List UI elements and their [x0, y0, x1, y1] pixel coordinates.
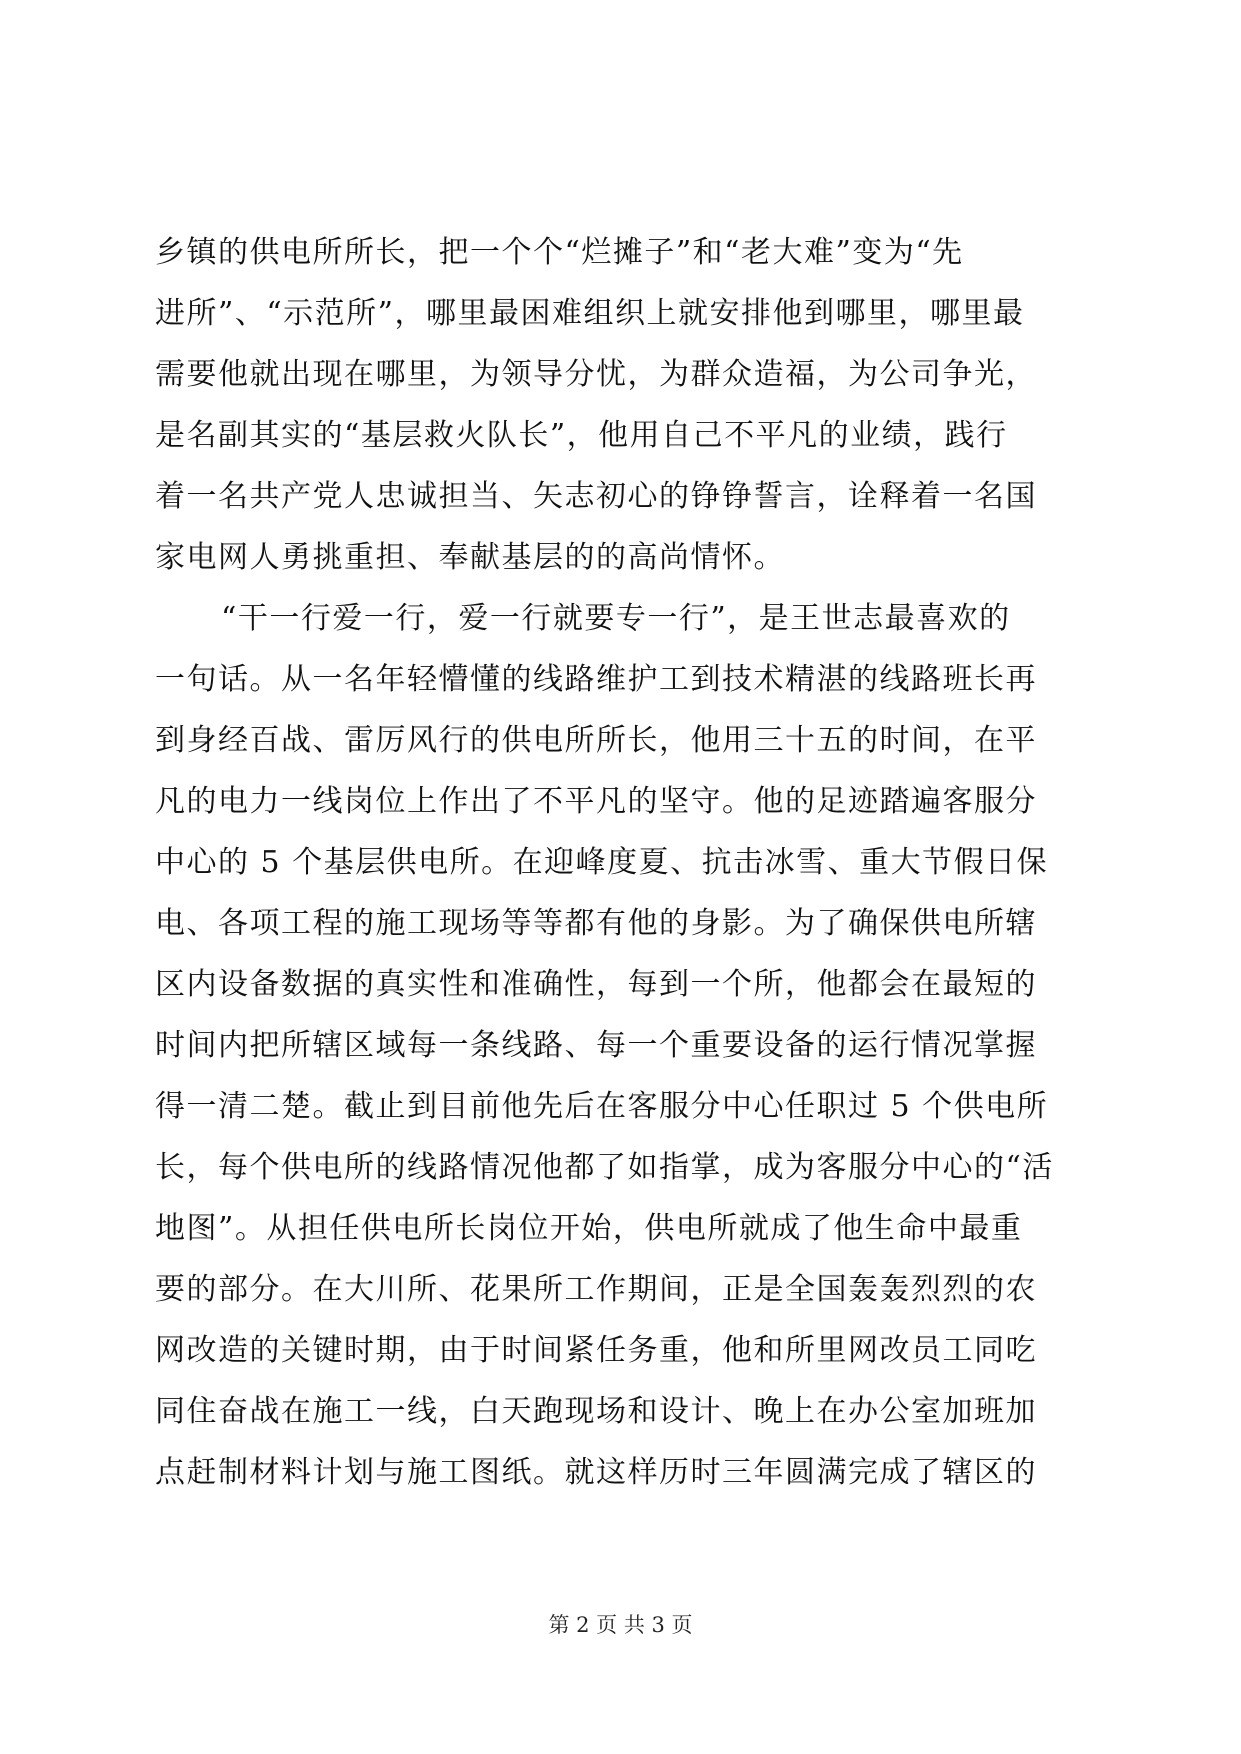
text-line: 地图”。从担任供电所长岗位开始，供电所就成了他生命中最重: [155, 1211, 1023, 1246]
text-line: 要的部分。在大川所、花果所工作期间，正是全国轰轰烈烈的农: [155, 1272, 1037, 1307]
text-line: 长，每个供电所的线路情况他都了如指掌，成为客服分中心的“活: [155, 1150, 1054, 1185]
text-line: 网改造的关键时期，由于时间紧任务重，他和所里网改员工同吃: [155, 1333, 1037, 1368]
text-line: 区内设备数据的真实性和准确性，每到一个所，他都会在最短的: [155, 967, 1037, 1002]
text-line: 是名副其实的“基层救火队长”，他用自己不平凡的业绩，践行: [155, 418, 1008, 453]
text-line: 着一名共产党人忠诚担当、矢志初心的铮铮誓言，诠释着一名国: [155, 479, 1037, 514]
text-line: 乡镇的供电所所长，把一个个“烂摊子”和“老大难”变为“先: [155, 235, 964, 270]
paragraph-first-line: “干一行爱一行，爱一行就要专一行”，是王世志最喜欢的: [221, 601, 1011, 636]
text-line: 中心的 5 个基层供电所。在迎峰度夏、抗击冰雪、重大节假日保: [155, 845, 1049, 880]
text-line: 家电网人勇挑重担、奉献基层的的高尚情怀。: [155, 540, 785, 575]
text-line: 电、各项工程的施工现场等等都有他的身影。为了确保供电所辖: [155, 906, 1037, 941]
text-line: 进所”、“示范所”，哪里最困难组织上就安排他到哪里，哪里最: [155, 296, 1025, 331]
text-line: 到身经百战、雷厉风行的供电所所长，他用三十五的时间，在平: [155, 723, 1037, 758]
text-line: 时间内把所辖区域每一条线路、每一个重要设备的运行情况掌握: [155, 1028, 1037, 1063]
text-line: 点赶制材料计划与施工图纸。就这样历时三年圆满完成了辖区的: [155, 1455, 1037, 1490]
text-line: 一句话。从一名年轻懵懂的线路维护工到技术精湛的线路班长再: [155, 662, 1037, 697]
text-line: 同住奋战在施工一线，白天跑现场和设计、晚上在办公室加班加: [155, 1394, 1037, 1429]
body-text: [155, 222, 1085, 1503]
text-line: 得一清二楚。截止到目前他先后在客服分中心任职过 5 个供电所: [155, 1089, 1049, 1124]
text-line: 凡的电力一线岗位上作出了不平凡的坚守。他的足迹踏遍客服分: [155, 784, 1037, 819]
text-line: 需要他就出现在哪里，为领导分忧，为群众造福，为公司争光，: [155, 357, 1037, 392]
page-number-footer: 第 2 页 共 3 页: [548, 1613, 693, 1637]
